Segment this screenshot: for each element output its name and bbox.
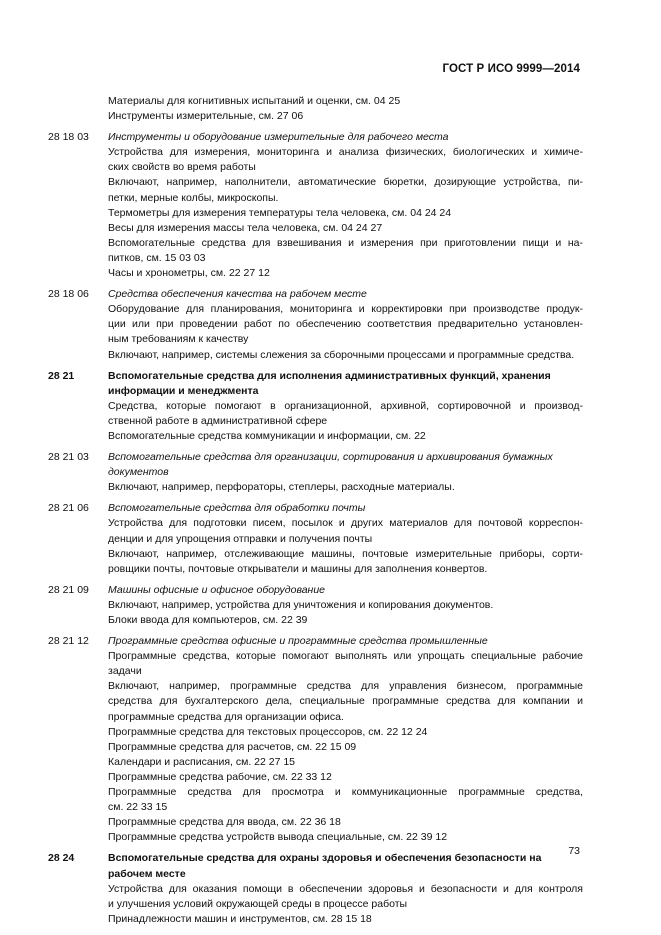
entry-code: 28 18 06 — [48, 288, 89, 301]
body-line: Вспомогательные средства для взвешивания и измерения при приготовлении пищи и на- — [108, 236, 583, 249]
body-line: Часы и хронометры, см. 22 27 12 — [108, 267, 270, 280]
entry-code: 28 21 — [48, 369, 75, 382]
entry-28-24 — [48, 851, 583, 926]
body-line: ственной работе в административной сфере — [108, 414, 328, 427]
entry-title: Машины офисные и офисное оборудование — [108, 583, 325, 596]
entry-code: 28 21 06 — [48, 502, 89, 515]
entry-28-18-03 — [48, 130, 583, 281]
body-line: питков, см. 15 03 03 — [108, 251, 206, 264]
body-line: денции и для упрощения отправки и получения почты — [108, 532, 373, 545]
body-line: Устройства для измерения, мониторинга и анализа физических, биологических и химиче- — [108, 146, 583, 159]
body-line: Средства, которые помогают в организационной, архивной, сортировочной и производ- — [108, 399, 583, 412]
entry-title: Вспомогательные средства для обработки почты — [108, 502, 366, 515]
body-line: средства для бухгалтерского дела, специальные программные средства для компании и — [108, 695, 583, 708]
body-line: Оборудование для планирования, мониторинга и корректировки при производстве продук- — [108, 303, 583, 316]
body-line: Включают, например, перфораторы, степлеры, расходные материалы. — [108, 481, 455, 494]
entry-title: Вспомогательные средства для организации, сортирования и архивирования бумажных документов — [108, 451, 553, 479]
entry-28-21 — [48, 369, 583, 444]
body-line: Устройства для подготовки писем, посылок и других материалов для почтовой корреспон- — [108, 517, 583, 530]
body-line: Программные средства для текстовых процессоров, см. 22 12 24 — [108, 725, 428, 738]
body-line: ских свойств во время работы — [108, 161, 256, 174]
body-line: петки, мерные колбы, микроскопы. — [108, 191, 279, 204]
entry-code: 28 21 09 — [48, 583, 89, 596]
body-line: Включают, например, наполнители, автоматические бюретки, дозирующие устройства, пи- — [108, 176, 583, 189]
entry-28-21-09 — [48, 583, 583, 628]
body-line: Программные средства, которые помогают выполнять или упрощать специальные рабочие — [108, 650, 583, 663]
entry-code: 28 24 — [48, 852, 75, 865]
body-line: Блоки ввода для компьютеров, см. 22 39 — [108, 614, 308, 626]
entry-code: 28 21 12 — [48, 635, 89, 648]
body-line: Программные средства устройств вывода специальные, см. 22 39 12 — [108, 831, 448, 844]
entry-title: Программные средства офисные и программные средства промышленные — [108, 635, 488, 648]
page-number: 73 — [568, 845, 580, 857]
body-line: Включают, например, отслеживающие машины, почтовые измерительные приборы, сорти- — [108, 547, 583, 560]
body-line: и улучшения условий окружающей среды в процессе работы — [108, 897, 408, 910]
body-line: Термометры для измерения температуры тела человека, см. 04 24 24 — [108, 206, 452, 219]
entry-28-21-12 — [48, 634, 583, 845]
entry-title: Вспомогательные средства для охраны здоровья и обеспечения безопасности на рабочем месте — [108, 852, 542, 880]
body-line: Инструменты измерительные, см. 27 06 — [108, 110, 304, 123]
body-line: задачи — [108, 665, 142, 678]
body-line: Устройства для оказания помощи в обеспечении здоровья и безопасности и для контроля — [108, 882, 583, 895]
body-line: Вспомогательные средства коммуникации и информации, см. 22 — [108, 429, 426, 442]
body-line: ным требованиям к качеству — [108, 333, 249, 346]
body-line: Программные средства для просмотра и коммуникационные программные средства, — [108, 786, 583, 799]
entry-title: Вспомогательные средства для исполнения административных функций, хранения информации и менеджмента — [108, 369, 551, 397]
body-line: программные средства для организации офиса. — [108, 710, 344, 723]
classification-list — [48, 94, 583, 927]
entry-28-21-03 — [48, 450, 583, 495]
body-line: Включают, например, устройства для уничтожения и копирования документов. — [108, 598, 494, 611]
entry-title: Средства обеспечения качества на рабочем месте — [108, 288, 367, 301]
body-line: ровщики почты, почтовые открыватели и машины для заполнения конвертов. — [108, 562, 488, 575]
body-line: Принадлежности машин и инструментов, см. 28 15 18 — [108, 912, 372, 925]
body-line: Включают, например, программные средства для управления бизнесом, программные — [108, 680, 583, 693]
entry-code: 28 21 03 — [48, 451, 89, 464]
entry-title: Инструменты и оборудование измерительные для рабочего места — [108, 131, 449, 144]
entry-code: 28 18 03 — [48, 131, 89, 144]
body-line: Весы для измерения массы тела человека, см. 04 24 27 — [108, 221, 383, 234]
body-line: Программные средства рабочие, см. 22 33 12 — [108, 770, 332, 783]
body-line: ции или при проведении работ по обеспечению соответствия предварительно установлен- — [108, 318, 583, 331]
body-line: см. 22 33 15 — [108, 801, 168, 814]
continuation-block — [48, 94, 583, 124]
body-line: Программные средства для расчетов, см. 22 15 09 — [108, 740, 357, 753]
body-line: Программные средства для ввода, см. 22 36 18 — [108, 816, 341, 829]
body-line: Включают, например, системы слежения за сборочными процессами и программные средства. — [108, 348, 575, 361]
body-line: Календари и расписания, см. 22 27 15 — [108, 755, 296, 768]
document-header: ГОСТ Р ИСО 9999—2014 — [442, 63, 580, 75]
entry-28-21-06 — [48, 501, 583, 576]
entry-28-18-06 — [48, 287, 583, 362]
body-line: Материалы для когнитивных испытаний и оценки, см. 04 25 — [108, 95, 401, 107]
